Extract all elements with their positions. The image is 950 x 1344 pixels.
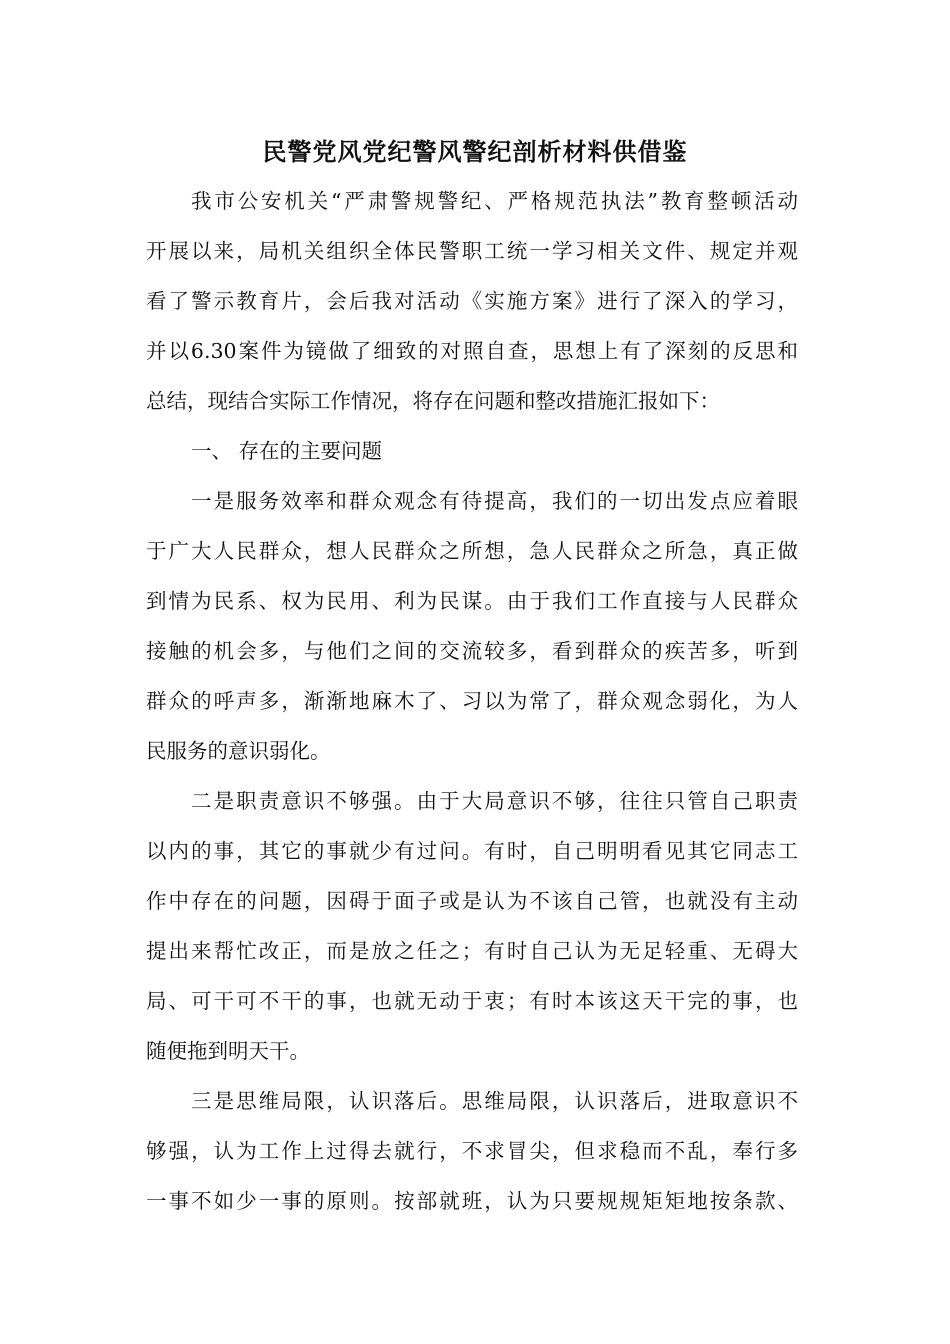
text-line: 作中存在的问题，因碍于面子或是认为不该自己管，也就没有主动 [146, 889, 798, 913]
document-title: 民警党风党纪警风警纪剖析材料供借鉴 [262, 137, 688, 166]
text-line: 看了警示教育片，会后我对活动《实施方案》进行了深入的学习， [146, 289, 798, 313]
text-line: 以内的事，其它的事就少有过问。有时，自己明明看见其它同志工 [146, 839, 798, 863]
text-line: 到情为民系、权为民用、利为民谋。由于我们工作直接与人民群众 [146, 589, 798, 613]
text-line: 一是服务效率和群众观念有待提高，我们的一切出发点应着眼 [191, 489, 798, 513]
text-line: 三是思维局限，认识落后。思维局限，认识落后，进取意识不 [191, 1089, 798, 1113]
text-line: 总结，现结合实际工作情况，将存在问题和整改措施汇报如下： [146, 389, 720, 413]
text-line: 随便拖到明天干。 [146, 1039, 310, 1063]
text-line: 并以6.30案件为镜做了细致的对照自查，思想上有了深刻的反思和 [146, 339, 798, 363]
text-line: 二是职责意识不够强。由于大局意识不够，往往只管自己职责 [191, 789, 798, 813]
text-line: 接触的机会多，与他们之间的交流较多，看到群众的疾苦多，听到 [146, 639, 798, 663]
text-line: 局、可干可不干的事，也就无动于衷；有时本该这天干完的事，也 [146, 989, 798, 1013]
text-line: 够强，认为工作上过得去就行，不求冒尖，但求稳而不乱，奉行多 [146, 1139, 798, 1163]
document-body [146, 182, 798, 1232]
text-line: 开展以来，局机关组织全体民警职工统一学习相关文件、规定并观 [146, 239, 798, 263]
text-line: 于广大人民群众，想人民群众之所想，急人民群众之所急，真正做 [146, 539, 798, 563]
text-line: 一、 存在的主要问题 [191, 439, 383, 463]
text-line: 一事不如少一事的原则。按部就班，认为只要规规矩矩地按条款、 [146, 1189, 798, 1213]
text-line: 提出来帮忙改正，而是放之任之；有时自己认为无足轻重、无碍大 [146, 939, 798, 963]
text-line: 民服务的意识弱化。 [146, 739, 331, 763]
text-line: 我市公安机关“严肃警规警纪、严格规范执法”教育整顿活动 [191, 189, 798, 213]
text-line: 群众的呼声多，渐渐地麻木了、习以为常了，群众观念弱化，为人 [146, 689, 798, 713]
